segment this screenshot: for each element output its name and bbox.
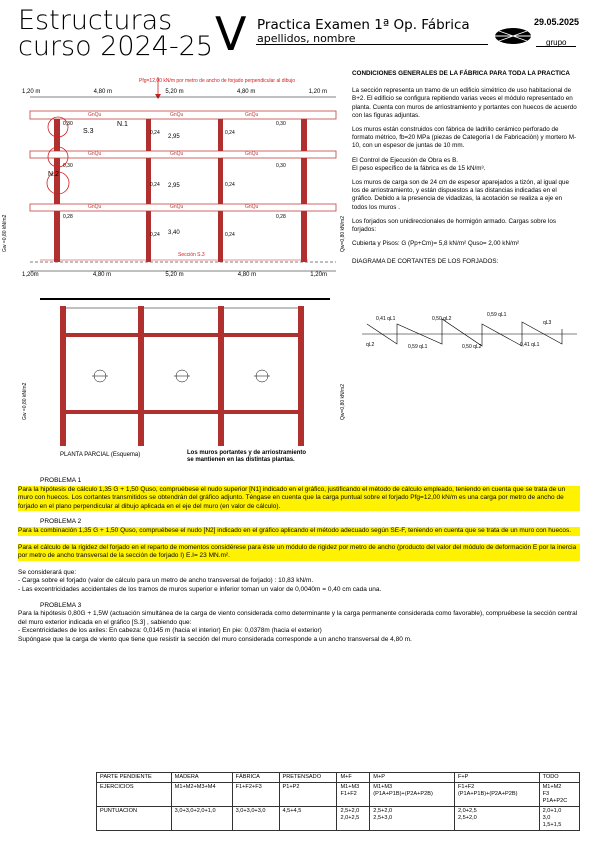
problem-3-title: PROBLEMA 3 <box>40 601 82 609</box>
logo-icon <box>493 26 533 46</box>
wall-dim: 0,24 <box>225 232 235 238</box>
floor-height: 2,95 <box>168 134 180 140</box>
score-header-cell: PRETENSADO <box>279 773 337 783</box>
conditions-paragraph: La sección representa un tramo de un edificio simétrico de uso habitacional de B+2. El edificio se configura repitiendo varias veces el módulo representado en planta. Cuenta con muros de arriostramiento y portantes con huecos de acuerdo con las figuras adjuntas. <box>352 87 577 119</box>
wall-dim: 0,24 <box>225 182 235 188</box>
problem-1-text: Para la hipótesis de cálculo 1,35 G + 1,50 Quso, compruébese el nudo superior [N1] indicado en el gráfico, justificando el método de cálculo empleado, teniendo en cuenta que se trata de un muro con huecos. Los cortantes transmitidos se obtendrán del gráfico adjunto. Téngase en cuenta que la carga puntual sobre el forjado Pfg=12,00 kN/m es una carga por metro de ancho de forjado en el plano perpendicular al dibujo aplicada en el eje del muro (en valor de cálculo). <box>18 486 580 512</box>
wall-dim: 0,28 <box>276 214 286 220</box>
conditions-paragraph: Los muros están construidos con fábrica de ladrillo cerámico perforado de formato métrico, fb=20 MPa (piezas de Categoría I de Fabricación) y mortero M-10, con un espesor de juntas de 10 mm. <box>352 126 577 150</box>
wall-dim: 0,30 <box>63 163 73 169</box>
score-cell: M1+M2+M3+M4 <box>171 783 232 807</box>
plan-caption: PLANTA PARCIAL (Esquema) <box>60 452 141 458</box>
walls <box>54 119 307 262</box>
conditions-paragraph: Los forjados son unidireccionales de hormigón armado. Cargas sobre los forjados: <box>352 217 557 234</box>
conditions-paragraph: Los muros de carga son de 24 cm de espesor aparejados a tizón, al igual que los de arriostramiento, y están dispuestos a las distancias indicadas en el gráfico. Debido a la presencia de vidadizas, la acotación se realiza a eje en todos los muros . <box>352 179 570 211</box>
score-header-cell: M+F <box>337 773 370 783</box>
wall-dim: 0,24 <box>150 232 160 238</box>
group-label: grupo <box>546 38 567 47</box>
shear-label: qL3 <box>543 320 552 326</box>
exam-date: 29.05.2025 <box>534 17 580 27</box>
score-cell: 3,0+3,0+2,0+1,0 <box>171 807 232 831</box>
wind-label-left: Gw =0,80 kN/m2 <box>2 214 8 252</box>
plan-note-line2: se mantienen en las distintas plantas. <box>187 457 295 463</box>
score-table <box>96 772 580 831</box>
score-header-cell: TODO <box>539 773 579 783</box>
score-header-cell: F+P <box>454 773 539 783</box>
dim-top: 5,20 m <box>165 89 184 95</box>
section-label: S.3 <box>83 128 94 135</box>
floor-height: 2,95 <box>168 183 180 189</box>
problem-2-bullet: - Las excentricidades accidentales de los tramos de muros superior e inferior toman un valor de 0,0040m = 0,40 cm cada una. <box>18 585 382 593</box>
dim-bottom: 4,80 m <box>92 272 112 278</box>
score-cell: EJERCICIOS <box>97 783 172 807</box>
score-cell: 2,0+2,5 2,5+2,0 <box>454 807 539 831</box>
problem-2-text3: Se considerará que: <box>18 568 77 576</box>
conditions-panel <box>352 70 578 267</box>
wind-label-right: Qw=0,80 kN/m2 <box>340 216 346 252</box>
dim-top: 4,80 m <box>93 89 112 95</box>
plan-wind-left: Gw =0,80 kN/m2 <box>22 382 28 420</box>
problems-section <box>18 477 580 645</box>
score-cell: F1+F2+F3 <box>232 783 279 807</box>
dim-bottom: 4,80 m <box>237 272 257 278</box>
node-n1-label: N.1 <box>117 121 128 128</box>
slab-label: GnQu <box>88 112 102 118</box>
wall-dim: 0,24 <box>225 130 235 136</box>
node-n2-label: N.2 <box>48 171 59 178</box>
score-cell: 3,0+3,0+3,0 <box>232 807 279 831</box>
conditions-title: CONDICIONES GENERALES DE LA FÁBRICA PARA TODA LA PRACTICA <box>352 70 570 77</box>
score-cell: M1+M2 F3 P1A+P2C <box>539 783 579 807</box>
score-cell: 2,5+2,0 2,0+2,5 <box>337 807 370 831</box>
score-header-cell: PARTE PENDIENTE <box>97 773 172 783</box>
wall-dim: 0,24 <box>150 182 160 188</box>
course-title <box>18 5 214 62</box>
score-header-row <box>97 773 580 783</box>
load-note: Pfg=12,00 kN/m por metro de ancho de forjado perpendicular al dibujo <box>139 78 296 84</box>
dim-top: 1,20 m <box>22 89 41 95</box>
section-cut-label: Sección S.3 <box>178 252 205 258</box>
course-title-line1: Estructuras <box>18 5 173 36</box>
exam-title: Practica Examen 1ª Op. Fábrica <box>257 17 470 33</box>
shear-label: qL2 <box>366 342 375 348</box>
score-cell: 2,5+2,0 2,5+3,0 <box>370 807 455 831</box>
slab-label: GnQu <box>88 151 102 157</box>
course-title-line2: curso 2024-25 <box>18 31 214 62</box>
name-line <box>256 44 488 45</box>
group-line <box>536 46 576 47</box>
slab-label: GnQu <box>170 112 184 118</box>
shear-label: 0,41 qL1 <box>376 316 396 322</box>
score-cell: 2,0+1,0 3,0 1,5+1,5 <box>539 807 579 831</box>
slab-label: GnQu <box>88 204 102 210</box>
dim-top: 1,20 m <box>308 89 327 95</box>
problem-1-title: PROBLEMA 1 <box>40 477 82 484</box>
shear-label: 0,41 qL1 <box>520 342 540 348</box>
score-cell: F1+F2 (P1A+P1B)+(P2A+P2B) <box>454 783 539 807</box>
plan-drawing <box>40 298 330 448</box>
score-header-cell: M+P <box>370 773 455 783</box>
dims-bottom <box>22 272 327 279</box>
problem-2-title: PROBLEMA 2 <box>40 518 82 526</box>
plan-note-line1: Los muros portantes y de arriostramiento <box>187 450 307 456</box>
problem-3-bullet: Supóngase que la carga de viento que tiene que resistir la sección del muro considerada corresponde a un ancho transversal de 4,80 m. <box>18 635 412 643</box>
slab-label: GnQu <box>245 151 259 157</box>
plan-note <box>187 450 306 464</box>
score-cell: PUNTUACION <box>97 807 172 831</box>
problem-2-text2: Para el cálculo de la rigidez del forjado en el reparto de momentos considérese para éste un módulo de rigidez por metro de ancho (producto del valor del módulo de deformación E por la inercia por metro de ancho transversal de la sección de forjado I) E.I= 23 MN.m². <box>18 544 580 561</box>
slab-label: GnQu <box>170 151 184 157</box>
wall-dim: 0,24 <box>150 130 160 136</box>
problem-2-text: Para la combinación 1,35 G + 1,50 Quso, compruébese el nudo [N2] indicado en el gráfico aplicando el método adecuado según SE-F, teniendo en cuenta que se trata de un muro con huecos. <box>18 527 580 536</box>
shear-label: 0,59 qL1 <box>408 344 428 350</box>
problem-3-text: Para la hipótesis 0,80G + 1,5W (actuación simultánea de la carga de viento considerada como determinante y la carga permanente considerada como favorable), compruébese la sección central del muro exterior indicada en el gráfico [S.3] , sabiendo que: <box>18 610 578 626</box>
conditions-paragraph: Cubierta y Pisos: G (Pp+Cm)= 5,8 kN/m² Quso= 2,00 kN/m² <box>352 240 520 248</box>
problem-2-bullet: - Carga sobre el forjado (valor de cálculo para un metro de ancho transversal de forjado) : 10,83 kN/m. <box>18 577 314 585</box>
score-row <box>97 783 580 807</box>
wall-dim: 0,28 <box>63 214 73 220</box>
student-name-label: apellidos, nombre <box>257 32 356 45</box>
slab-label: GnQu <box>170 204 184 210</box>
shear-label: 0,50 qL2 <box>462 344 482 350</box>
score-cell: M1+M3 F1+F2 <box>337 783 370 807</box>
dim-bottom: 5,20 m <box>165 272 184 278</box>
problem-3-bullet: - Excentricidades de los axiles: En cabeza: 0,0145 m (hacia el interior) En pie: 0,0378m (hacia el exterior) <box>18 627 322 635</box>
dim-top: 4,80 m <box>236 89 256 95</box>
plan-wind-right: Qw=0,80 kN/m2 <box>340 384 346 420</box>
shear-label: 0,50 qL2 <box>432 316 452 322</box>
score-cell: P1+P2 <box>279 783 337 807</box>
slab-label: GnQu <box>245 112 259 118</box>
shear-label: 0,59 qL1 <box>487 312 507 318</box>
dims-top <box>22 89 327 96</box>
score-row <box>97 807 580 831</box>
wall-dim: 0,30 <box>63 121 73 127</box>
dim-bottom: 1,20m <box>310 272 327 278</box>
conditions-paragraph: El Control de Ejecución de Obra es B. <box>352 156 459 164</box>
wall-dim: 0,30 <box>276 163 286 169</box>
shear-title: DIAGRAMA DE CORTANTES DE LOS FORJADOS: <box>352 258 499 266</box>
score-header-cell: MADERA <box>171 773 232 783</box>
score-header-cell: FÁBRICA <box>232 773 279 783</box>
wall-dim: 0,30 <box>276 121 286 127</box>
exam-letter: V <box>215 7 247 61</box>
dim-bottom: 1,20m <box>22 272 39 278</box>
conditions-paragraph: El peso específico de la fábrica es de 15 kN/m³. <box>352 164 486 172</box>
slab-label: GnQu <box>245 204 259 210</box>
floor-height: 3,40 <box>168 230 180 236</box>
score-cell: 4,5+4,5 <box>279 807 337 831</box>
score-cell: M1+M3 (P1A+P1B)+(P2A+P2B) <box>370 783 455 807</box>
